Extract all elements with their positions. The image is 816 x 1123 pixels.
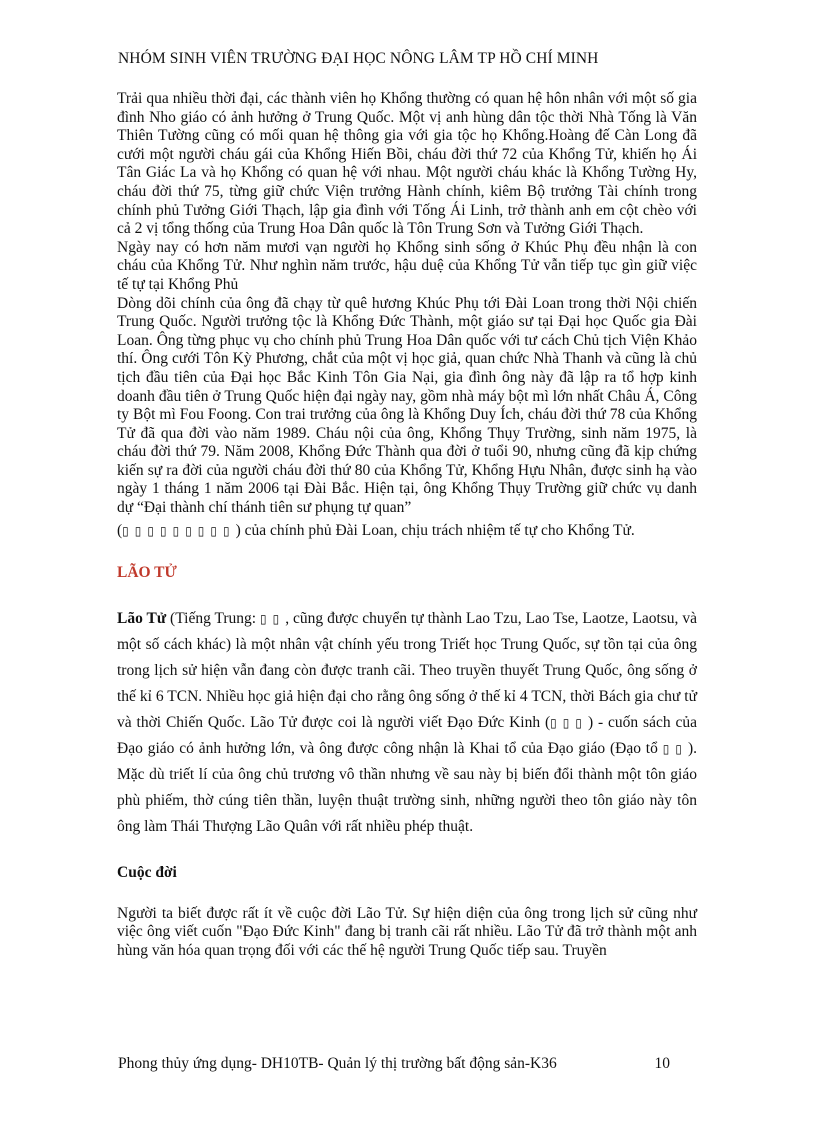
open-paren: ( [117,521,123,539]
paragraph-lao-tu-intro [117,606,697,840]
intro-part-a: (Tiếng Trung: [166,610,261,628]
missing-glyphs-b: ▯▯▯ [550,716,588,731]
section-title-cuoc-doi: Cuộc đời [117,864,177,882]
paragraph-lineage-tail [117,518,697,544]
missing-glyphs-a: ▯▯ [260,612,286,627]
footer-text: Phong thủy ứng dụng- DH10TB- Quản lý thị trường bất động sản-K36 [118,1055,557,1072]
page-header: NHÓM SINH VIÊN TRƯỜNG ĐẠI HỌC NÔNG LÂM TP HỒ CHÍ MINH [118,50,599,67]
intro-part-d: ). Mặc dù triết lí của ông chủ trương vô thần nhưng về sau này bị biến đổi thành một tôn giáo phù phiếm, thờ cúng tiên thần, luyện thuật trường sinh, những người theo tôn giáo này tôn ông làm Thái Thượng Lão Quân với rất nhiều phép thuật. [117,740,697,836]
paragraph-descendants: Ngày nay có hơn năm mươi vạn người họ Khổng sinh sống ở Khúc Phụ đều nhận là con cháu của Khổng Tử. Như nghìn năm trước, hậu duệ của Khổng Tử vẫn tiếp tục gìn giữ việc tế tự tại Khổng Phủ [117,238,697,293]
paragraph-lineage [117,295,697,518]
intro-part-b: , cũng được chuyển tự thành Lao Tzu, Lao Tse, Laotze, Laotsu, và một số cách khác) là một nhân vật chính yếu trong Triết học Trung Quốc, sự tồn tại của ông trong lịch sử hiện vẫn đang còn được tranh cãi. Theo truyền thuyết Trung Quốc, ông sống ở thế kỉ 6 TCN. Nhiều học giả hiện đại cho rằng ông sống ở thế kỉ 4 TCN, thời Bách gia chư tử và thời Chiến Quốc. Lão Tử được coi là người viết Đạo Đức Kinh ( [117,610,697,732]
paragraph-marriage: Trải qua nhiều thời đại, các thành viên họ Khổng thường có quan hệ hôn nhân với một số gia đình Nho giáo có ảnh hưởng ở Trung Quốc. Một vị anh hùng dân tộc thời Nhà Tống là Văn Thiên Tường cũng có mối quan hệ thông gia với gia tộc họ Khổng.Hoàng đế Càn Long đã cưới một người cháu gái của Khổng Hiến Bồi, cháu đời thứ 72 của Khổng Tử, khiến họ Ái Tân Giác La và họ Khổng có quan hệ với nhau. Một người cháu khác là Khổng Tường Hy, cháu đời thứ 75, từng giữ chức Viện trưởng Hành chính, kiêm Bộ trưởng Tài chính trong chính phủ Tưởng Giới Thạch, lập gia đình với Tống Ái Linh, trở thành anh em cột chèo với cả 2 vị tổng thống của Trung Hoa Dân quốc là Tôn Trung Sơn và Tưởng Giới Thạch. [117,90,697,238]
missing-glyphs: ▯▯▯▯▯▯▯▯▯ [122,523,236,538]
page-number: 10 [654,1055,670,1072]
missing-glyphs-c: ▯▯ [662,742,688,757]
intro-part-c: ) - cuốn sách của Đạo giáo có ảnh hưởng lớn, và ông được công nhận là Khai tổ của Đạo giáo (Đạo tổ [117,714,697,758]
document-body [117,90,697,961]
lineage-tail-text: ) của chính phủ Đài Loan, chịu trách nhiệm tế tự cho Khổng Tử. [235,521,635,539]
lineage-text: Dòng dõi chính của ông đã chạy từ quê hương Khúc Phụ tới Đài Loan trong thời Nội chiến Trung Quốc. Người trưởng tộc là Khổng Đức Thành, một giáo sư tại Đại học Quốc gia Đài Loan. Ông từng phục vụ cho chính phủ Trung Hoa Dân quốc với tư cách Chủ tịch Viện Khảo thí. Ông cưới Tôn Kỳ Phương, chắt của một vị học giả, quan chức Nhà Thanh và cũng là chủ tịch đầu tiên của Đại học Bắc Kinh Tôn Gia Nại, gia đình ông này đã lập ra tổ hợp kinh doanh đầu tiên ở Trung Quốc hiện đại ngày nay, gồm nhà máy bột mì lớn nhất Châu Á, Công ty Bột mì Fou Foong. Con trai trưởng của ông là Khổng Duy Ích, cháu đời thứ 78 của Khổng Tử đã qua đời vào năm 1989. Cháu nội của ông, Khổng Thụy Trường, sinh năm 1975, là cháu đời thứ 79. Năm 2008, Khổng Đức Thành qua đời ở tuổi 90, nhưng cũng đã kịp chứng kiến sự ra đời của người cháu đời thứ 80 của Khổng Tử, Khổng Hựu Nhân, được sinh hạ vào ngày 1 tháng 1 năm 2006 tại Đài Bắc. Hiện tại, ông Khổng Thụy Trường giữ chức vụ danh dự “Đại thành chí thánh tiên sư phụng tự quan” [117,294,697,517]
section-title-lao-tu: LÃO TỬ [117,563,177,581]
paragraph-cuoc-doi: Người ta biết được rất ít về cuộc đời Lão Tử. Sự hiện diện của ông trong lịch sử cũng như việc ông viết cuốn "Đạo Đức Kinh" đang bị tranh cãi rất nhiều. Lão Tử đã trở thành một anh hùng văn hóa quan trọng đối với các thế hệ người Trung Quốc tiếp sau. Truyền [117,904,697,960]
page-footer [118,1055,670,1073]
lao-tu-bold-name: Lão Tử [117,610,167,628]
